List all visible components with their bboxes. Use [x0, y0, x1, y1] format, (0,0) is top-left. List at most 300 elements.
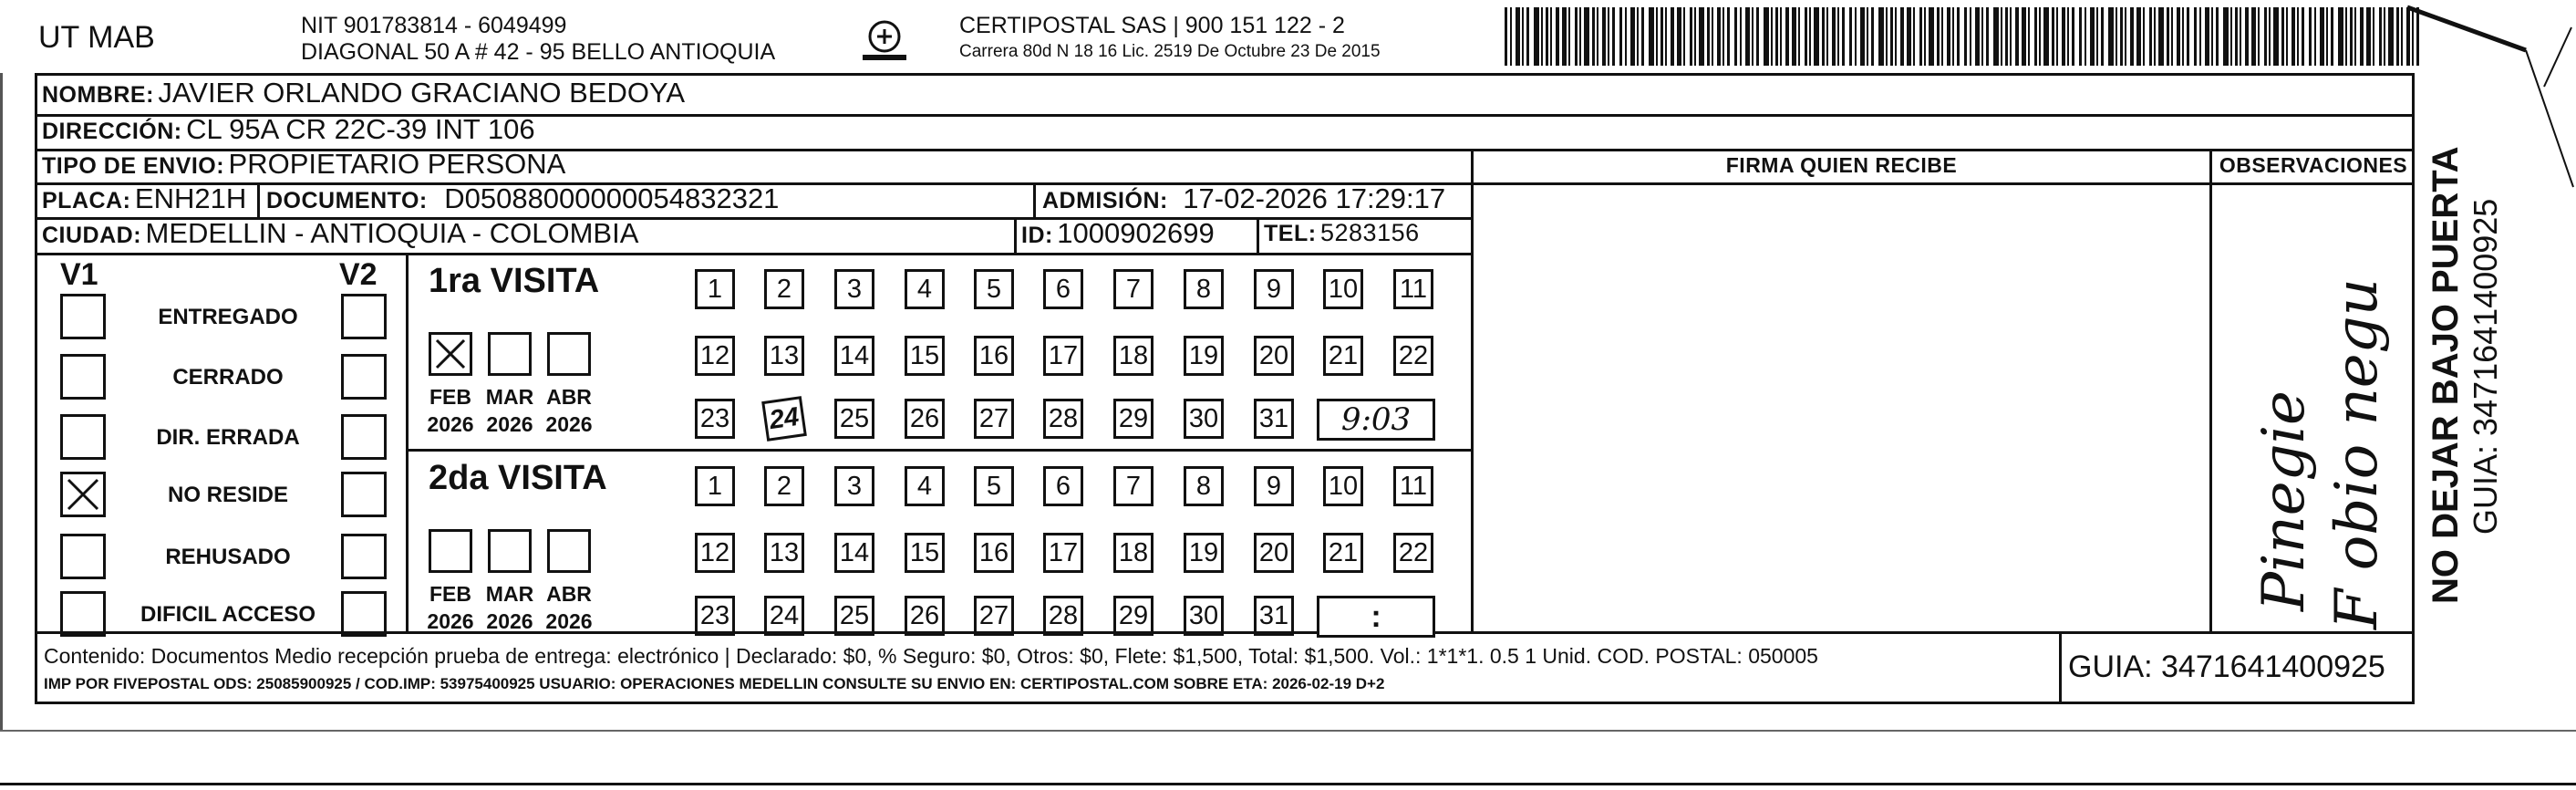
visit-time: : [1371, 599, 1381, 634]
barcode-bar [1900, 7, 1904, 66]
plate-cell [42, 182, 246, 215]
barcode-bar [2273, 7, 2279, 66]
barcode-bar [2034, 7, 2037, 66]
barcode-bar [1717, 7, 1721, 66]
side-warning: NO DEJAR BAJO PUERTA [2426, 146, 2466, 604]
name-row [42, 77, 685, 109]
document-number: D05088000000054832321 [444, 182, 780, 214]
day-box[interactable]: 24 [764, 596, 804, 636]
barcode-bar [1913, 7, 1915, 66]
day-box[interactable]: 6 [1043, 269, 1083, 309]
barcode-bar [1592, 7, 1595, 66]
status-v1-checkbox[interactable] [60, 534, 106, 579]
status-label: CERRADO [172, 365, 284, 390]
barcode-bar [2269, 7, 2271, 66]
barcode-bar [2350, 7, 2353, 66]
barcode-bar [2108, 7, 2114, 66]
visit-title: 1ra VISITA [429, 262, 600, 300]
barcode-bar [2085, 7, 2086, 66]
day-box[interactable]: 28 [1043, 399, 1083, 439]
day-box[interactable]: 3 [834, 269, 874, 309]
day-box[interactable]: 1 [695, 466, 735, 506]
barcode-bar [1516, 7, 1520, 66]
day-box[interactable]: 18 [1113, 336, 1154, 376]
barcode-bar [1764, 7, 1769, 66]
barcode-bar [1612, 7, 1615, 66]
barcode-bar [1641, 7, 1644, 66]
day-box[interactable]: 27 [974, 399, 1014, 439]
barcode-bar [1740, 7, 1742, 66]
barcode-bar [1579, 7, 1581, 66]
company-address: DIAGONAL 50 A # 42 - 95 BELLO ANTIOQUIA [301, 39, 776, 65]
barcode-bar [1608, 7, 1609, 66]
day-box[interactable]: 9 [1254, 466, 1294, 506]
v2-header: V2 [339, 257, 378, 292]
barcode-bar [1952, 7, 1954, 66]
day-box[interactable]: 20 [1254, 533, 1294, 573]
send-type: PROPIETARIO PERSONA [228, 148, 566, 180]
barcode-bar [2373, 7, 2374, 66]
day-box[interactable]: 11 [1393, 466, 1433, 506]
barcode-bar [1832, 7, 1836, 66]
barcode-bar [1924, 7, 1926, 66]
barcode-bar [2345, 7, 2347, 66]
barcode-bar [1541, 7, 1543, 66]
barcode-bar [2320, 7, 2324, 66]
barcode-bar [1849, 7, 1852, 66]
day-box[interactable]: 11 [1393, 269, 1433, 309]
barcode-bar [1941, 7, 1943, 66]
barcode-bar [1867, 7, 1868, 66]
v1-header: V1 [60, 257, 98, 292]
month-name: MAR [485, 582, 534, 606]
barcode [1505, 7, 2426, 66]
barcode-bar [1683, 7, 1685, 66]
courier-name: CERTIPOSTAL SAS | 900 151 122 - 2 [959, 13, 1345, 38]
barcode-bar [2366, 7, 2371, 66]
barcode-bar [2096, 7, 2098, 66]
visit-time: 9:03 [1340, 401, 1412, 438]
observation-handwriting-2: F obio negu [2323, 278, 2391, 629]
day-box[interactable]: 27 [974, 596, 1014, 636]
barcode-bar [1871, 7, 1874, 66]
recipient-name: JAVIER ORLANDO GRACIANO BEDOYA [158, 77, 686, 109]
barcode-bar [1890, 7, 1893, 66]
day-box[interactable]: 8 [1184, 269, 1224, 309]
month-year: 2026 [486, 609, 533, 633]
barcode-bar [2379, 7, 2382, 66]
barcode-bar [2230, 7, 2232, 66]
month-name: FEB [429, 385, 471, 409]
barcode-bar [1837, 7, 1839, 66]
barcode-bar [2331, 7, 2333, 66]
barcode-bar [2130, 7, 2134, 66]
barcode-bar [2101, 7, 2104, 66]
barcode-bar [1860, 7, 1865, 66]
barcode-bar [1568, 7, 1570, 66]
barcode-bar [2251, 7, 2256, 66]
barcode-bar [2154, 7, 2156, 66]
status-v1-checkbox[interactable] [60, 472, 106, 517]
barcode-bar [1993, 7, 1999, 66]
barcode-bar [2177, 7, 2180, 66]
barcode-bar [1734, 7, 1737, 66]
day-box[interactable]: 13 [764, 533, 804, 573]
barcode-bar [2043, 7, 2049, 66]
status-v2-checkbox[interactable] [341, 534, 387, 579]
month-name: ABR [546, 385, 592, 409]
barcode-bar [1510, 7, 1512, 66]
courier-license: Carrera 80d N 18 16 Lic. 2519 De Octubre 23 De 2015 [959, 42, 1381, 61]
city: MEDELLIN - ANTIOQUIA - COLOMBIA [145, 217, 639, 249]
barcode-bar [2067, 7, 2069, 66]
month-year: 2026 [545, 609, 593, 633]
status-label: NO RESIDE [167, 483, 289, 507]
barcode-bar [1919, 7, 1922, 66]
footer-content: Contenido: Documentos Medio recepción prueba de entrega: electrónico | Declarado: $0, % Seguro: $0, Otros: $0, Flete: $1,500, Total: $1,500. Vol.: 1*1*1. 0.5 1 Unid. COD. POSTAL: 050005 [44, 644, 1818, 668]
visit-time-field[interactable] [1317, 399, 1435, 441]
status-label: ENTREGADO [158, 305, 298, 329]
city-label: CIUDAD: [42, 223, 142, 248]
barcode-bar [1970, 7, 1971, 66]
day-box[interactable]: 22 [1393, 336, 1433, 376]
month-checkbox[interactable] [488, 332, 532, 376]
barcode-bar [1814, 7, 1819, 66]
day-box[interactable]: 2 [764, 269, 804, 309]
barcode-bar [1656, 7, 1658, 66]
barcode-bar [1665, 7, 1667, 66]
barcode-bar [2354, 7, 2356, 66]
tel: 5283156 [1320, 219, 1420, 246]
barcode-bar [1957, 7, 1960, 66]
status-v2-checkbox[interactable] [341, 354, 387, 400]
barcode-bar [1822, 7, 1825, 66]
send-type-row [42, 148, 565, 181]
recipient-address: CL 95A CR 22C-39 INT 106 [186, 113, 535, 145]
tel-cell [1264, 219, 1420, 247]
barcode-bar [2062, 7, 2065, 66]
barcode-bar [1637, 7, 1639, 66]
day-box[interactable]: 20 [1254, 336, 1294, 376]
barcode-bar [2015, 7, 2019, 66]
company-name: UT MAB [38, 20, 155, 55]
barcode-bar [2090, 7, 2095, 66]
barcode-bar [1929, 7, 1934, 66]
day-box[interactable]: 30 [1184, 596, 1224, 636]
observations-header: OBSERVACIONES [2219, 153, 2408, 177]
barcode-bar [1649, 7, 1654, 66]
barcode-bar [1745, 7, 1750, 66]
day-box[interactable]: 21 [1323, 336, 1363, 376]
id-label: ID: [1021, 223, 1053, 248]
barcode-bar [1937, 7, 1940, 66]
day-box[interactable]: 6 [1043, 466, 1083, 506]
day-box[interactable]: 4 [905, 269, 945, 309]
barcode-bar [2187, 7, 2189, 66]
barcode-bar [2360, 7, 2364, 66]
day-box[interactable]: 5 [974, 466, 1014, 506]
visit-time-field[interactable] [1317, 596, 1435, 638]
barcode-bar [2022, 7, 2026, 66]
signature-header: FIRMA QUIEN RECIBE [1725, 153, 1958, 177]
month-checkbox[interactable] [429, 529, 472, 573]
barcode-bar [1798, 7, 1800, 66]
barcode-bar [1878, 7, 1884, 66]
barcode-bar [2120, 7, 2123, 66]
barcode-bar [2205, 7, 2209, 66]
day-box[interactable]: 23 [695, 596, 735, 636]
day-box[interactable]: 4 [905, 466, 945, 506]
barcode-bar [1602, 7, 1606, 66]
barcode-bar [2136, 7, 2141, 66]
day-box[interactable]: 2 [764, 466, 804, 506]
send-type-label: TIPO DE ENVIO: [42, 153, 225, 179]
month-name: MAR [485, 385, 534, 409]
day-box[interactable]: 29 [1113, 596, 1154, 636]
footer-imp: IMP POR FIVEPOSTAL ODS: 25085900925 / COD.IMP: 53975400925 USUARIO: OPERACIONES MEDELLIN CONSULTE SU ENVIO EN: CERTIPOSTAL.COM SOBRE ETA: 2026-02-19 D+2 [44, 675, 1385, 692]
barcode-bar [1534, 7, 1539, 66]
barcode-bar [1694, 7, 1696, 66]
barcode-bar [2309, 7, 2312, 66]
barcode-bar [2216, 7, 2219, 66]
barcode-bar [2052, 7, 2054, 66]
document-cell [266, 182, 779, 215]
barcode-bar [2292, 7, 2295, 66]
barcode-bar [1550, 7, 1552, 66]
day-box[interactable]: 22 [1393, 533, 1433, 573]
barcode-bar [2182, 7, 2184, 66]
day-box[interactable]: 17 [1043, 533, 1083, 573]
visit-title: 2da VISITA [429, 459, 607, 497]
barcode-bar [1826, 7, 1828, 66]
barcode-bar [1975, 7, 1980, 66]
city-cell [42, 217, 638, 250]
day-box[interactable]: 19 [1184, 533, 1224, 573]
barcode-bar [1964, 7, 1967, 66]
id-cell [1021, 217, 1215, 250]
barcode-bar [2258, 7, 2260, 66]
month-checkbox[interactable] [429, 332, 472, 376]
status-v1-checkbox[interactable] [60, 354, 106, 400]
barcode-bar [1752, 7, 1754, 66]
barcode-bar [2286, 7, 2288, 66]
barcode-bar [2388, 7, 2394, 66]
barcode-bar [1619, 7, 1622, 66]
barcode-bar [2194, 7, 2197, 66]
barcode-bar [1526, 7, 1529, 66]
day-box[interactable]: 29 [1113, 399, 1154, 439]
day-box[interactable]: 25 [834, 596, 874, 636]
day-box[interactable]: 10 [1323, 466, 1363, 506]
day-box[interactable]: 10 [1323, 269, 1363, 309]
barcode-bar [2297, 7, 2299, 66]
status-label: DIFICIL ACCESO [140, 602, 316, 627]
day-box[interactable]: 24 [761, 396, 807, 442]
barcode-bar [2010, 7, 2012, 66]
barcode-bar [1792, 7, 1796, 66]
day-box[interactable]: 14 [834, 533, 874, 573]
admission-cell [1042, 182, 1445, 215]
day-box[interactable]: 26 [905, 596, 945, 636]
barcode-bar [1805, 7, 1807, 66]
day-box[interactable]: 5 [974, 269, 1014, 309]
barcode-bar [2171, 7, 2173, 66]
side-guia: GUIA: 3471641400925 [2467, 198, 2504, 535]
month-checkbox[interactable] [547, 529, 591, 573]
barcode-bar [1597, 7, 1598, 66]
barcode-bar [1630, 7, 1635, 66]
barcode-bar [2079, 7, 2082, 66]
barcode-bar [1546, 7, 1548, 66]
day-box[interactable]: 31 [1254, 596, 1294, 636]
barcode-bar [1986, 7, 1989, 66]
day-box[interactable]: 15 [905, 533, 945, 573]
day-box[interactable]: 16 [974, 336, 1014, 376]
barcode-bar [2264, 7, 2267, 66]
day-box[interactable]: 7 [1113, 269, 1154, 309]
barcode-bar [2125, 7, 2126, 66]
day-box[interactable]: 17 [1043, 336, 1083, 376]
status-label: REHUSADO [165, 545, 291, 569]
barcode-bar [2396, 7, 2399, 66]
barcode-bar [1562, 7, 1567, 66]
barcode-bar [1756, 7, 1759, 66]
day-box[interactable]: 12 [695, 533, 735, 573]
barcode-bar [1855, 7, 1857, 66]
barcode-bar [2005, 7, 2008, 66]
day-box[interactable]: 23 [695, 399, 735, 439]
barcode-bar [2281, 7, 2284, 66]
barcode-bar [2167, 7, 2169, 66]
barcode-bar [2211, 7, 2213, 66]
status-label: DIR. ERRADA [156, 425, 300, 450]
day-box[interactable]: 12 [695, 336, 735, 376]
barcode-bar [2039, 7, 2041, 66]
day-box[interactable]: 31 [1254, 399, 1294, 439]
day-box[interactable]: 26 [905, 399, 945, 439]
status-v2-checkbox[interactable] [341, 414, 387, 460]
day-box[interactable]: 1 [695, 269, 735, 309]
barcode-bar [2326, 7, 2328, 66]
footer-guia: GUIA: 3471641400925 [2068, 650, 2385, 684]
barcode-bar [1723, 7, 1724, 66]
day-box[interactable]: 15 [905, 336, 945, 376]
month-year: 2026 [427, 412, 474, 436]
address-label: DIRECCIÓN: [42, 119, 182, 144]
address-row [42, 113, 535, 146]
corner-fold-line [2407, 0, 2576, 192]
barcode-bar [1556, 7, 1559, 66]
barcode-bar [1842, 7, 1845, 66]
barcode-bar [2116, 7, 2117, 66]
day-box[interactable]: 9 [1254, 269, 1294, 309]
barcode-bar [1809, 7, 1811, 66]
barcode-bar [2149, 7, 2152, 66]
barcode-bar [2143, 7, 2145, 66]
day-box[interactable]: 13 [764, 336, 804, 376]
day-box[interactable]: 18 [1113, 533, 1154, 573]
status-v2-checkbox[interactable] [341, 294, 387, 339]
status-v1-checkbox[interactable] [60, 591, 106, 637]
barcode-bar [2401, 7, 2403, 66]
barcode-bar [1671, 7, 1674, 66]
barcode-bar [1981, 7, 1983, 66]
barcode-bar [2240, 7, 2241, 66]
plate: ENH21H [134, 182, 247, 214]
barcode-bar [1522, 7, 1524, 66]
day-box[interactable]: 25 [834, 399, 874, 439]
barcode-bar [2245, 7, 2249, 66]
status-v1-checkbox[interactable] [60, 294, 106, 339]
barcode-bar [1907, 7, 1911, 66]
day-box[interactable]: 21 [1323, 533, 1363, 573]
observation-handwriting-1: Pinegie [2250, 390, 2318, 611]
month-checkbox[interactable] [547, 332, 591, 376]
barcode-bar [1886, 7, 1888, 66]
plate-label: PLACA: [42, 188, 131, 213]
day-box[interactable]: 8 [1184, 466, 1224, 506]
admission-label: ADMISIÓN: [1042, 188, 1168, 213]
barcode-bar [1505, 7, 1507, 66]
day-box[interactable]: 7 [1113, 466, 1154, 506]
barcode-bar [2302, 7, 2304, 66]
document-label: DOCUMENTO: [266, 188, 428, 213]
recipient-id: 1000902699 [1057, 217, 1215, 249]
company-nit: NIT 901783814 - 6049499 [301, 13, 567, 38]
barcode-bar [2028, 7, 2030, 66]
status-v2-checkbox[interactable] [341, 591, 387, 637]
barcode-bar [2158, 7, 2164, 66]
status-v2-checkbox[interactable] [341, 472, 387, 517]
month-name: FEB [429, 582, 471, 606]
barcode-bar [1625, 7, 1627, 66]
month-year: 2026 [427, 609, 474, 633]
barcode-bar [1699, 7, 1704, 66]
month-name: ABR [546, 582, 592, 606]
day-box[interactable]: 28 [1043, 596, 1083, 636]
day-box[interactable]: 16 [974, 533, 1014, 573]
barcode-bar [2223, 7, 2229, 66]
barcode-bar [1895, 7, 1897, 66]
barcode-bar [1785, 7, 1789, 66]
day-box[interactable]: 30 [1184, 399, 1224, 439]
barcode-bar [2235, 7, 2238, 66]
barcode-bar [1712, 7, 1713, 66]
barcode-bar [2072, 7, 2074, 66]
barcode-bar [2314, 7, 2316, 66]
barcode-bar [2338, 7, 2343, 66]
barcode-bar [1947, 7, 1950, 66]
barcode-bar [1584, 7, 1589, 66]
barcode-bar [1775, 7, 1778, 66]
barcode-bar [1660, 7, 1663, 66]
status-v1-checkbox[interactable] [60, 414, 106, 460]
barcode-bar [1771, 7, 1773, 66]
month-year: 2026 [545, 412, 593, 436]
barcode-bar [2384, 7, 2385, 66]
barcode-bar [1707, 7, 1710, 66]
month-checkbox[interactable] [488, 529, 532, 573]
day-box[interactable]: 19 [1184, 336, 1224, 376]
admission-datetime: 17-02-2026 17:29:17 [1183, 182, 1446, 214]
name-label: NOMBRE: [42, 82, 154, 108]
day-box[interactable]: 14 [834, 336, 874, 376]
barcode-bar [1727, 7, 1730, 66]
day-box[interactable]: 3 [834, 466, 874, 506]
barcode-bar [1780, 7, 1782, 66]
tel-label: TEL: [1264, 221, 1317, 246]
barcode-bar [2056, 7, 2058, 66]
